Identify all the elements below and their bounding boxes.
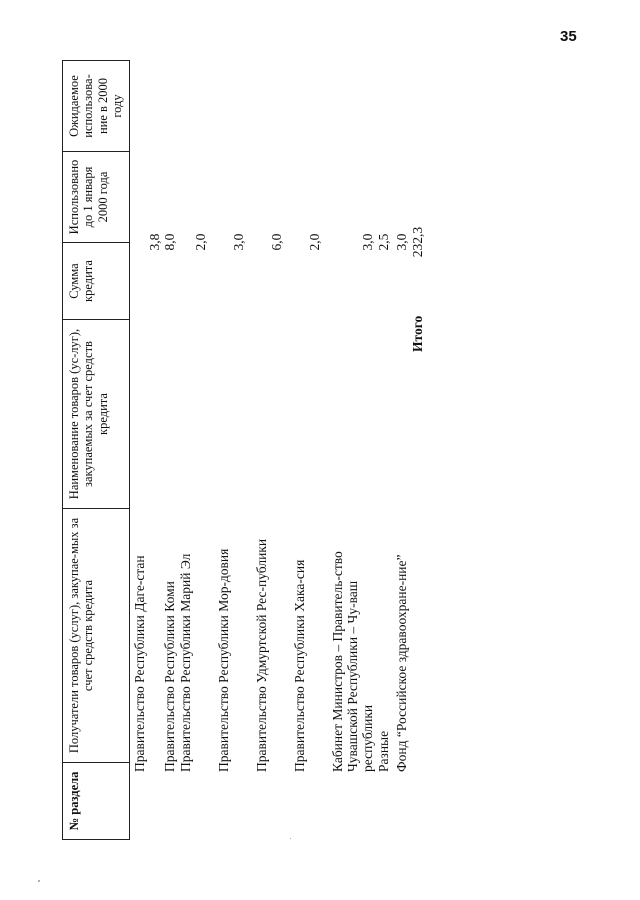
recipient-name: Правительство Республики Хака-сия <box>292 559 307 772</box>
rotated-table <box>62 60 442 840</box>
table-row <box>330 532 375 772</box>
credit-amount: 3,8 <box>147 233 162 251</box>
header-used-before-2000: Использовано до 1 января 2000 года <box>63 152 130 243</box>
credit-amount: 6,0 <box>269 233 284 251</box>
recipient-name: Правительство Удмуртской Рес-публики <box>254 538 269 772</box>
credit-amount: 8,0 <box>162 233 177 251</box>
header-credit-amount: Сумма кредита <box>63 243 130 320</box>
header-recipients: Получатели товаров (услуг), закупае-мых за счет средств кредита <box>63 509 130 763</box>
table-row <box>132 532 147 772</box>
total-label: Итого <box>410 315 425 352</box>
credit-amount: 2,0 <box>193 233 208 251</box>
recipient-name: Правительство Республики Мор-довия <box>216 548 231 772</box>
scan-speck <box>290 838 291 839</box>
recipient-name: Разные <box>376 730 391 772</box>
recipient-name: Фонд “Российское здравоохране-ние” <box>394 554 409 772</box>
scan-speck <box>38 880 40 882</box>
page-number: 35 <box>560 28 577 45</box>
table-row <box>216 532 231 772</box>
credit-amount: 3,0 <box>360 233 375 251</box>
table-row <box>394 532 409 772</box>
credit-amount: 3,0 <box>231 233 246 251</box>
table-header-row <box>63 61 130 840</box>
table-row <box>178 532 193 772</box>
recipient-name: Кабинет Министров – Правитель-ство Чувашской Республики – Чу-ваш республики <box>330 551 375 772</box>
recipient-name: Правительство Республики Марий Эл <box>178 553 193 772</box>
table-row <box>162 532 177 772</box>
table-row <box>376 532 391 772</box>
recipient-name: Правительство Республики Даге-стан <box>132 555 147 772</box>
credit-table <box>62 60 130 840</box>
table-row <box>292 532 307 772</box>
credit-amount: 2,5 <box>376 233 391 251</box>
recipient-name: Правительство Республики Коми <box>162 581 177 772</box>
credit-amount: 3,0 <box>394 233 409 251</box>
credit-amount: 2,0 <box>307 233 322 251</box>
header-section-number: № раздела <box>63 763 130 840</box>
header-goods: Наименование товаров (ус-луг), закупаемых за счет средств кредита <box>63 320 130 509</box>
table-row <box>254 532 269 772</box>
header-expected-2000: Ожидаемое использова-ние в 2000 году <box>63 61 130 152</box>
total-amount: 232,3 <box>410 226 425 258</box>
